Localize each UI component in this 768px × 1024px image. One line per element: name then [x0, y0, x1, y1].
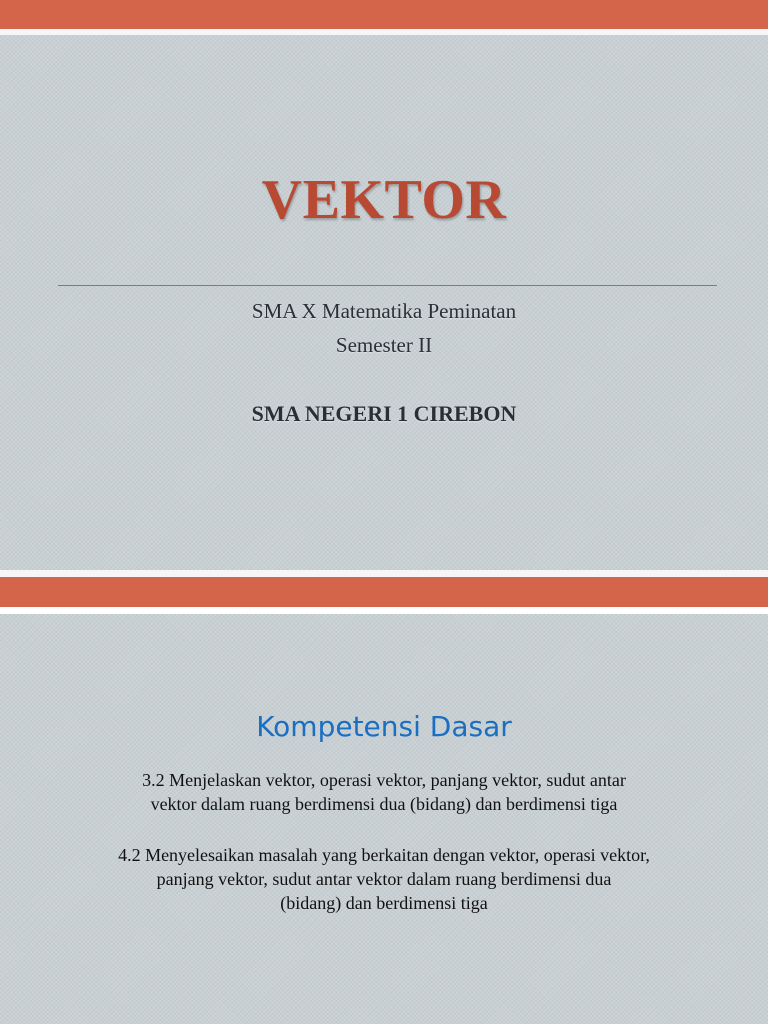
school-name: SMA NEGERI 1 CIREBON	[251, 401, 517, 426]
bottom-accent-band	[0, 577, 768, 607]
competency-item-line: vektor dalam ruang berdimensi dua (bidang) dan berdimensi tiga	[150, 794, 618, 814]
slide-title: VEKTOR	[261, 169, 507, 231]
competency-item-line: (bidang) dan berdimensi tiga	[280, 893, 488, 913]
competency-item-line: 3.2 Menjelaskan vektor, operasi vektor, panjang vektor, sudut antar	[142, 770, 626, 790]
competency-item-line: panjang vektor, sudut antar vektor dalam ruang berdimensi dua	[156, 869, 612, 889]
bottom-accent-divider	[0, 570, 768, 577]
subtitle-course: SMA X Matematika Peminatan	[251, 299, 517, 323]
competency-item-3-2	[0, 768, 768, 816]
top-accent-band	[0, 0, 768, 29]
competency-title: Kompetensi Dasar	[256, 710, 512, 743]
top-accent-divider	[0, 29, 768, 35]
competency-item-line: 4.2 Menyelesaikan masalah yang berkaitan dengan vektor, operasi vektor,	[118, 845, 650, 865]
title-divider-line	[58, 285, 717, 286]
competency-slide	[0, 614, 768, 1024]
subtitle-semester: Semester II	[335, 333, 433, 357]
competency-item-4-2	[0, 843, 768, 915]
